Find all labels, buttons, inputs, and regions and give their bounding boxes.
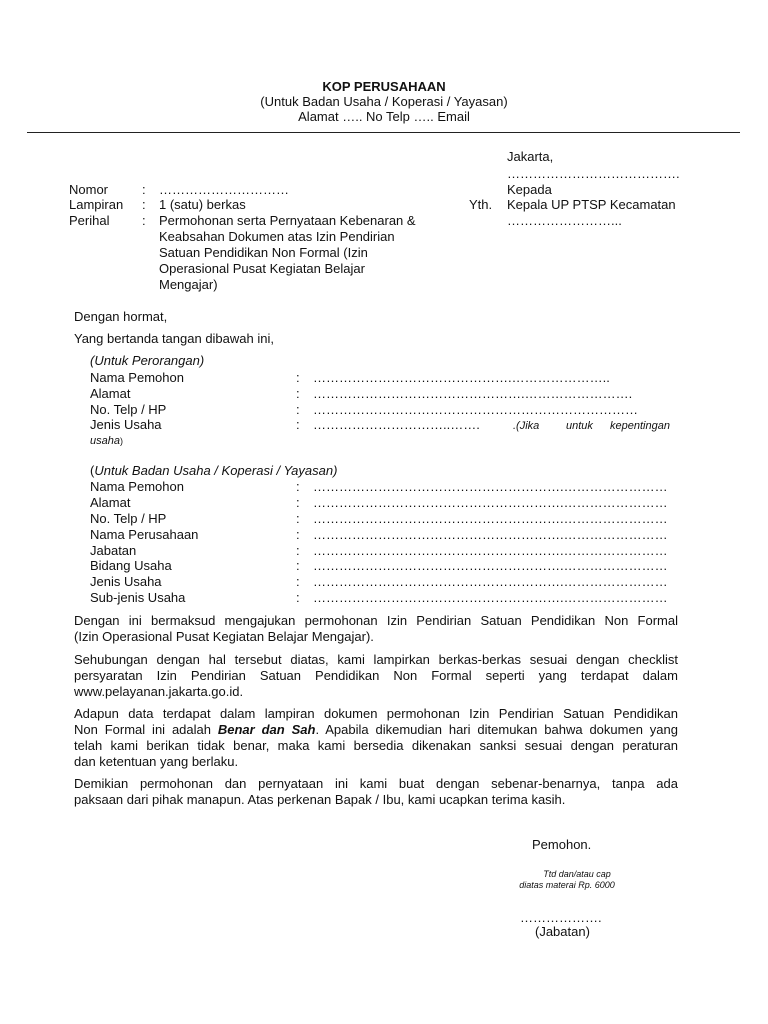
recipient-blank: ……………………... [507,213,622,228]
entity-field-value: ………………………………………………….…………………… [313,543,668,558]
lampiran-colon: : [142,197,146,212]
letterhead-subtitle: (Untuk Badan Usaha / Koperasi / Yayasan) [260,94,508,109]
header-divider [27,132,740,133]
recipient: Kepala UP PTSP Kecamatan [507,197,676,212]
entity-field-value: ………………………………………………….…………………… [313,574,668,589]
nomor-value: ………………………… [159,182,289,197]
perihal-line: Operasional Pusat Kegiatan Belajar [159,261,365,276]
individual-note: kepentingan [610,420,670,432]
entity-field-label: Bidang Usaha [90,558,172,573]
letterhead-contact: Alamat ….. No Telp ….. Email [298,109,470,124]
nomor-colon: : [142,182,146,197]
paragraph-attachments [74,652,678,700]
perihal-label: Perihal [69,213,110,228]
entity-field-label: Jabatan [90,543,137,558]
sign-note: Ttd dan/atau cap [543,869,611,879]
letterhead-company: KOP PERUSAHAAN [322,79,446,94]
paragraph-validity [74,706,678,770]
perihal-line: Mengajar) [159,277,218,292]
individual-field-label: Alamat [90,386,131,401]
paragraph-text: Non Formal ini adalah [74,722,218,737]
paragraph-line: Adapun data terdapat dalam lampiran dokumen permohonan Izin Pendirian Satuan Pendidikan [74,706,678,721]
entity-field-value: ………………………………………………….…………………… [313,527,668,542]
entity-field-colon: : [296,495,300,510]
entity-heading: Untuk Badan Usaha / Koperasi / Yayasan) [94,463,338,478]
entity-field-colon: : [296,543,300,558]
entity-field-label: Jenis Usaha [90,574,162,589]
entity-field-label: Nama Perusahaan [90,527,199,542]
intro: Yang bertanda tangan dibawah ini, [74,331,274,346]
yth-label: Yth. [469,197,493,212]
perihal-colon: : [142,213,146,228]
lampiran-label: Lampiran [69,197,124,212]
individual-note: untuk [566,420,593,432]
individual-note-close: ) [119,436,123,446]
paragraph-closing [74,776,678,808]
applicant-label: Pemohon. [532,837,592,852]
entity-field-label: No. Telp / HP [90,511,167,526]
individual-heading: (Untuk Perorangan) [90,353,205,368]
paragraph-line: dan ketentuan yang berlaku. [74,754,239,769]
paragraph-line: persyaratan Izin Pendirian Satuan Pendidikan Non Formal seperti yang terdapat dalam [74,668,678,683]
individual-field-colon: : [296,386,300,401]
individual-field-value: …………………………..……. [313,417,480,432]
entity-field-value: ………………………………………………….…………………… [313,495,668,510]
entity-field-colon: : [296,590,300,605]
paragraph-line: (Izin Operasional Pusat Kegiatan Belajar Mengajar). [74,629,374,644]
individual-field-value: ………………………………………….……………………. [313,386,633,401]
paragraph-line: paksaan dari pihak manapun. Atas perkenan Bapak / Ibu, kami ucapkan terima kasih. [74,792,566,807]
entity-field-colon: : [296,574,300,589]
to-label: Kepada [507,182,552,197]
greeting: Dengan hormat, [74,309,168,324]
individual-field-value: ……………………………………….………………….. [313,370,610,385]
individual-field-colon: : [296,402,300,417]
entity-field-colon: : [296,479,300,494]
nomor-label: Nomor [69,182,109,197]
perihal-line: Permohonan serta Pernyataan Kebenaran & [159,213,416,228]
entity-field-value: ………………………………………………….…………………… [313,511,668,526]
paragraph-intent [74,613,678,645]
individual-field-label: No. Telp / HP [90,402,167,417]
individual-field-colon: : [296,370,300,385]
entity-heading-open: ( [90,463,95,478]
entity-field-colon: : [296,511,300,526]
individual-field-colon: : [296,417,300,432]
signer-name-blank: ………………. [520,910,602,925]
entity-field-label: Alamat [90,495,131,510]
paragraph-line [74,722,678,738]
individual-field-value: ………………………………………………………………… [313,402,638,417]
paragraph-line: Dengan ini bermaksud mengajukan permohonan Izin Pendirian Satuan Pendidikan Non Formal [74,613,678,628]
paragraph-text: . Apabila dikemudian hari ditemukan bahwa dokumen yang [315,722,679,737]
signer-position: (Jabatan) [535,924,590,939]
entity-field-label: Nama Pemohon [90,479,184,494]
emphasis-benar-dan-sah: Benar dan Sah [217,722,316,737]
paragraph-line: www.pelayanan.jakarta.go.id. [74,684,244,699]
individual-note: .(Jika [513,420,540,432]
entity-field-value: ………………………………………………….…………………… [313,590,668,605]
paragraph-line: telah kami berikan tidak benar, maka kami bersedia dikenakan sanksi sesuai dengan peraturan [74,738,678,753]
individual-field-label: Nama Pemohon [90,370,184,385]
entity-field-colon: : [296,527,300,542]
entity-field-value: ………………………………………………….…………………… [313,558,668,573]
individual-note: usaha [90,435,120,447]
paragraph-line: Demikian permohonan dan pernyataan ini kami buat dengan sebenar-benarnya, tanpa ada [74,776,678,791]
lampiran-value: 1 (satu) berkas [159,197,246,212]
entity-field-value: ………………………………………………….…………………… [313,479,668,494]
paragraph-line: Sehubungan dengan hal tersebut diatas, kami lampirkan berkas-berkas sesuai dengan checklist [74,652,678,667]
perihal-line: Keabsahan Dokumen atas Izin Pendirian [159,229,395,244]
entity-field-label: Sub-jenis Usaha [90,590,186,605]
entity-field-colon: : [296,558,300,573]
individual-field-label: Jenis Usaha [90,417,162,432]
sign-note: diatas materai Rp. 6000 [519,880,615,890]
city: Jakarta, [507,149,554,164]
date-blank: …………………………………. [507,166,680,181]
perihal-line: Satuan Pendidikan Non Formal (Izin [159,245,368,260]
